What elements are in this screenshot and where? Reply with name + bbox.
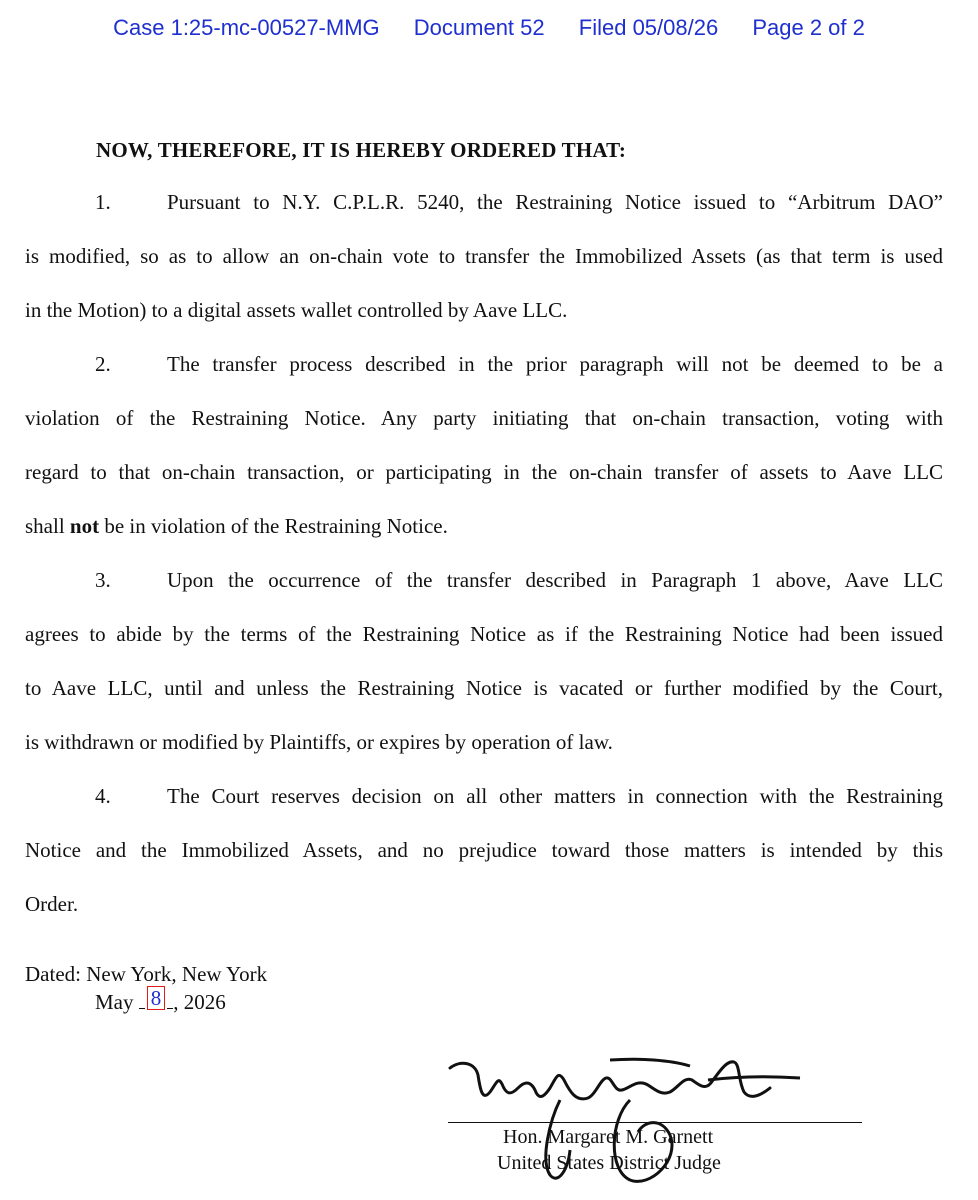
paragraph-line: to Aave LLC, until and unless the Restraining Notice is vacated or further modified by the Court, [25, 676, 943, 700]
order-heading: NOW, THEREFORE, IT IS HEREBY ORDERED THAT: [96, 138, 627, 162]
paragraph-line: violation of the Restraining Notice. Any party initiating that on-chain transaction, voting with [25, 406, 943, 430]
signature-line [448, 1122, 862, 1123]
document-number: Document 52 [413, 15, 545, 40]
paragraph-number: 1. [95, 190, 111, 214]
paragraph-number: 3. [95, 568, 111, 592]
dated-location: Dated: New York, New York [25, 962, 268, 986]
paragraph-line: Notice and the Immobilized Assets, and no prejudice toward those matters is intended by this [25, 838, 943, 862]
date-year: , 2026 [173, 990, 226, 1014]
paragraph-line: is modified, so as to allow an on-chain vote to transfer the Immobilized Assets (as that term is used [25, 244, 943, 268]
paragraph-line: is withdrawn or modified by Plaintiffs, or expires by operation of law. [25, 730, 613, 754]
paragraph-line: shall not be in violation of the Restraining Notice. [25, 514, 448, 538]
date-month: May [95, 990, 134, 1014]
paragraph-number: 4. [95, 784, 111, 808]
judge-name: Hon. Margaret M. Garnett [503, 1126, 714, 1148]
paragraph-line: in the Motion) to a digital assets wallet controlled by Aave LLC. [25, 298, 568, 322]
dated-date [95, 986, 226, 1015]
paragraph-line: 3. Upon the occurrence of the transfer described in Paragraph 1 above, Aave LLC [25, 568, 943, 596]
paragraph-line: 4. The Court reserves decision on all other matters in connection with the Restraining [25, 784, 943, 812]
paragraph-line: 1. Pursuant to N.Y. C.P.L.R. 5240, the Restraining Notice issued to “Arbitrum DAO” [25, 190, 943, 218]
date-day-field[interactable]: 8 [147, 986, 166, 1010]
case-number: Case 1:25-mc-00527-MMG [113, 15, 380, 40]
paragraph-number: 2. [95, 352, 111, 376]
paragraph-line: 2. The transfer process described in the prior paragraph will not be deemed to be a [25, 352, 943, 380]
filed-date: Filed 05/08/26 [578, 15, 719, 40]
case-header [0, 15, 978, 41]
paragraph-line: Order. [25, 892, 79, 916]
emphasis-not: not [69, 514, 100, 538]
paragraph-line: regard to that on-chain transaction, or participating in the on-chain transfer of assets to Aave LLC [25, 460, 943, 484]
judge-title: United States District Judge [497, 1152, 721, 1174]
paragraph-line: agrees to abide by the terms of the Restraining Notice as if the Restraining Notice had been issued [25, 622, 943, 646]
page-indicator: Page 2 of 2 [752, 15, 865, 40]
